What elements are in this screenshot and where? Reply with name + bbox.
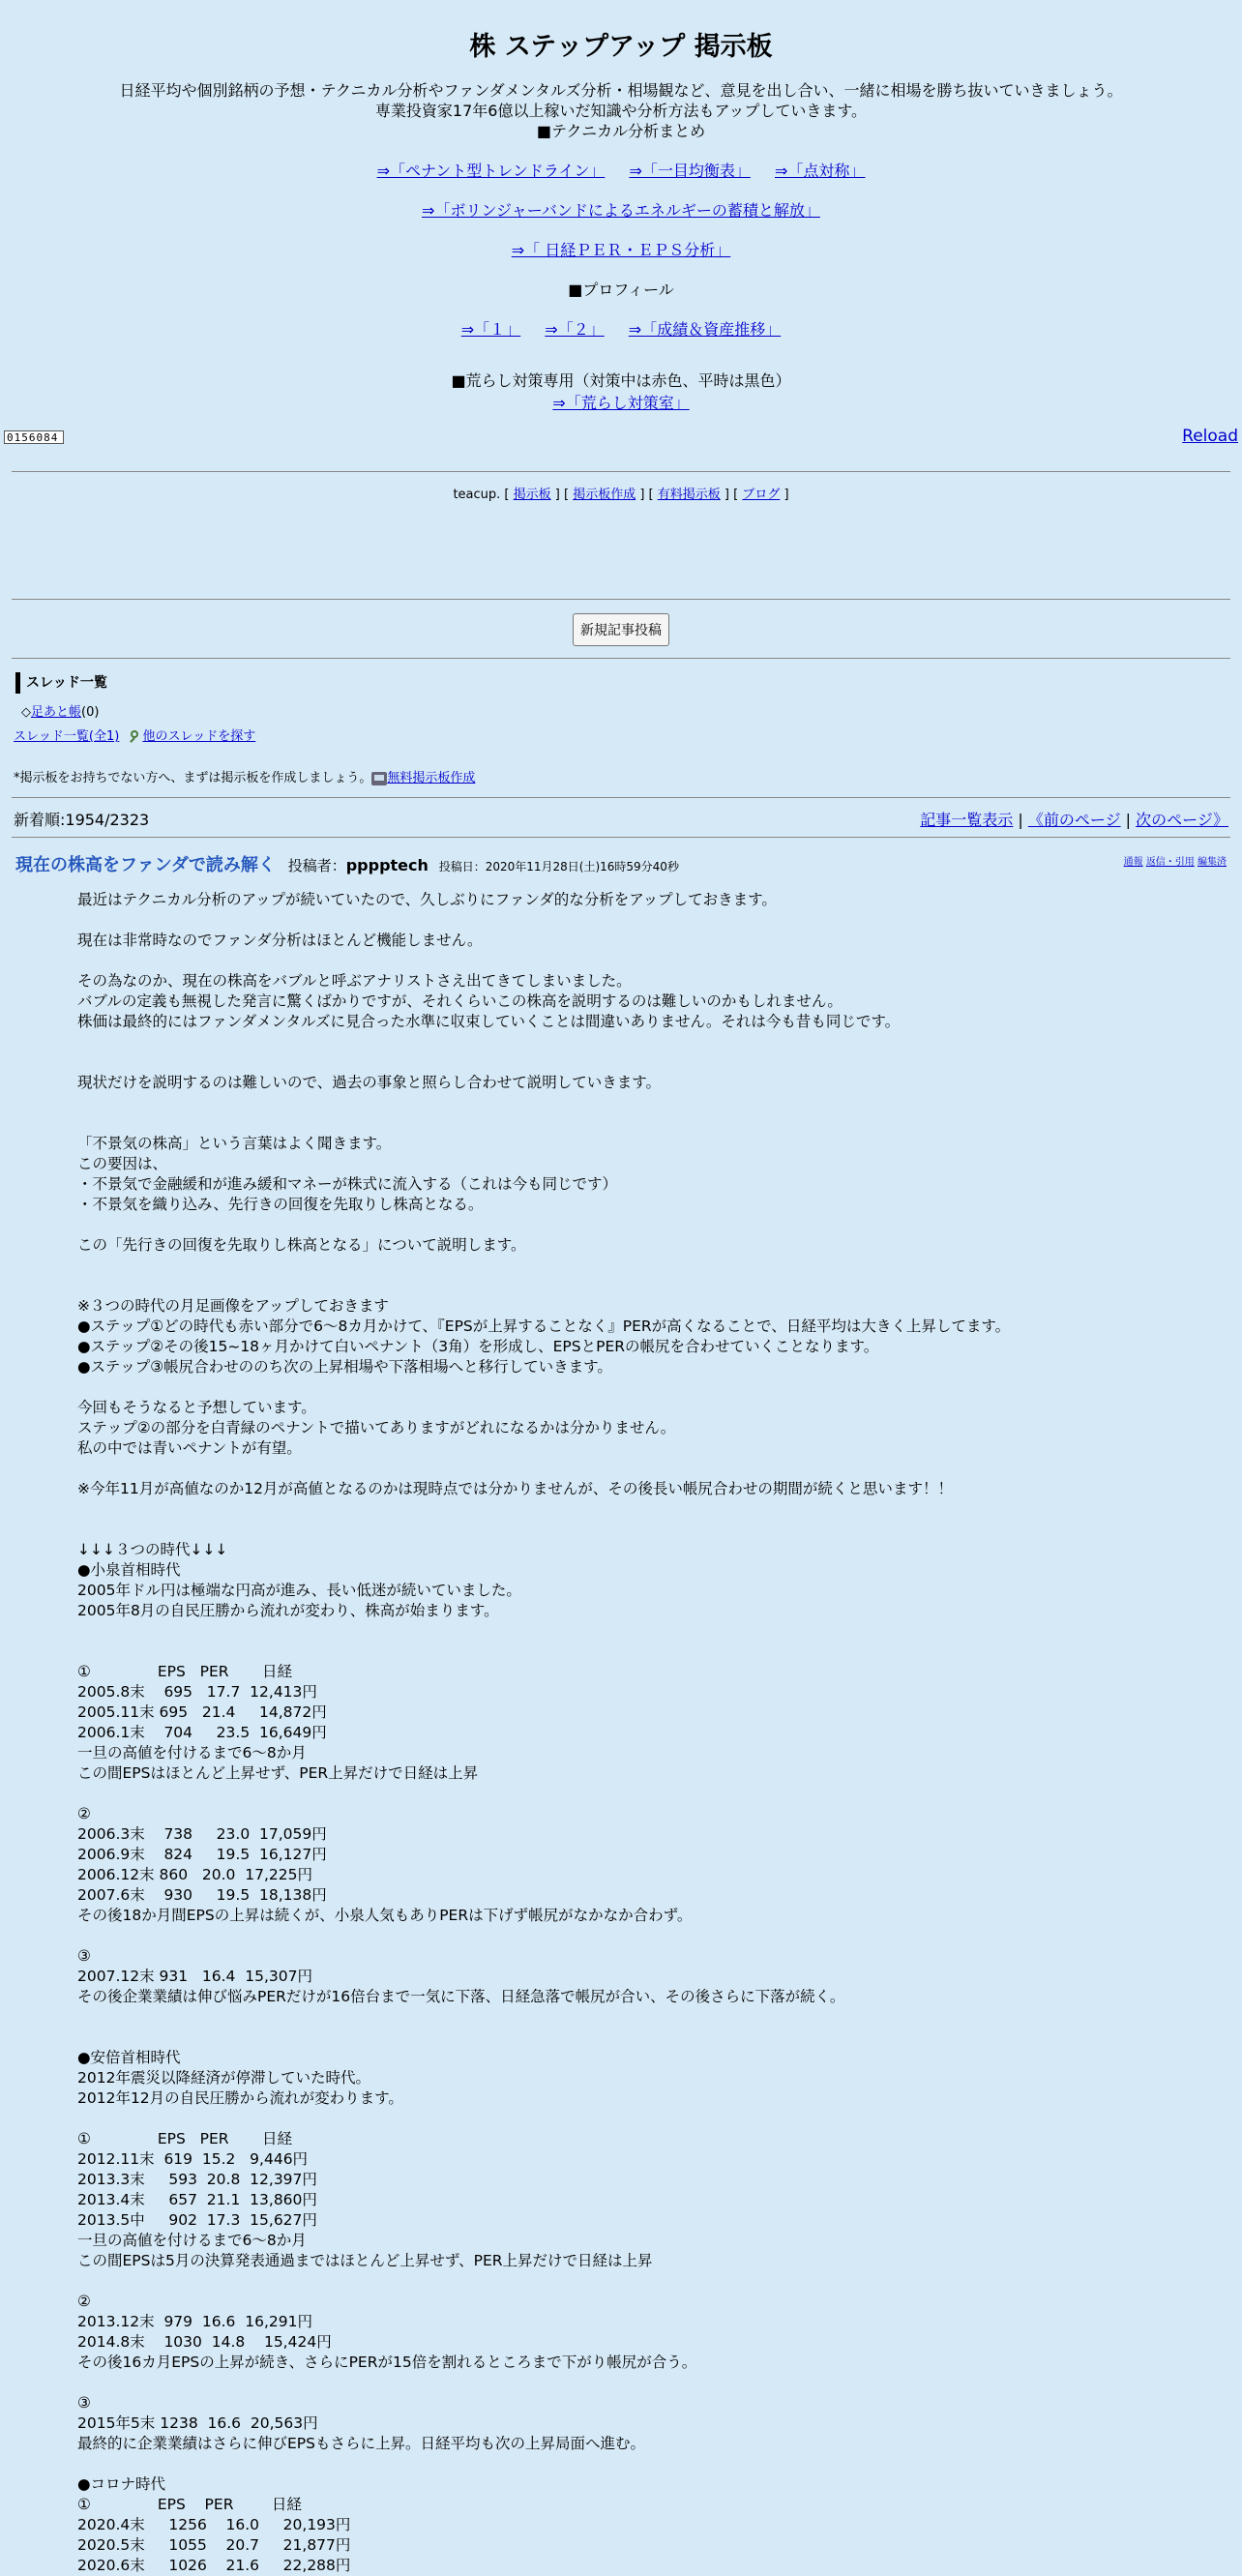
create-board-note	[14, 767, 1228, 785]
post-tools	[1124, 853, 1227, 868]
teacup-board-link[interactable]: 掲示板	[513, 488, 551, 502]
edited-link[interactable]: 編集済	[1198, 857, 1227, 868]
page-header	[0, 25, 1242, 413]
thread-count: (0)	[81, 705, 100, 720]
ad-space	[0, 502, 1242, 599]
teacup-paid-link[interactable]: 有料掲示板	[657, 488, 721, 502]
thread-item	[21, 701, 1228, 720]
divider	[12, 471, 1230, 472]
reply-quote-link[interactable]: 返信・引用	[1145, 857, 1195, 868]
separator: |	[1125, 811, 1132, 829]
post-body: 最近はテクニカル分析のアップが続いていたので、久しぶりにファンダ的な分析をアップしておきます。 現在は非常時なのでファンダ分析はほとんど機能しません。 その為なのか、現在の株高をバブルと呼ぶアナリストさえ出てきてしまいました。 バブルの定義も無視した発言に驚くばかりですが、それくらいこの株高を説明するのは難しいのかもしれません。 株価は最終的にはファンダメンタルズに見合った水準に収束していくことは間違いありません。それは今も昔も同じです。 現状だけを説明するのは難しいので、過去の事象と照らし合わせて説明していきます。 「不景気の株高」という言葉はよく聞きます。 この要因は、 ・不景気で金融緩和が進み緩和マネーが株式に流入する（これは今も同じです） ・不景気を織り込み、先行きの回復を先取りし株高となる。 この「先行きの回復を先取りし株高となる」について説明します。 ※３つの時代の月足画像をアップしておきます ●ステップ①どの時代も赤い部分で6～8カ月かけて、『EPSが上昇することなく』PERが高くなることで、日経平均は大きく上昇してます。 ●ステップ②その後15~18ヶ月かけて白いペナント（3角）を形成し、EPSとPERの帳尻を合わせていくことなります。 ●ステップ③帳尻合わせののち次の上昇相場や下落相場へと移行していきます。 今回もそうなると予想しています。 ステップ②の部分を白青緑のペナントで描いてありますがどれになるかは分かりません。 私の中では青いペナントが有望。 ※今年11月が高値なのか12月が高値となるのかは現時点では分かりませんが、その後長い帳尻合わせの期間が続くと思います！！ ↓↓↓３つの時代↓↓↓ ●小泉首相時代 2005年ドル円は極端な円高が進み、長い低迷が続いていました。 2005年8月の自民圧勝から流れが変わり、株高が始まります。 ① EPS PER 日経 2005.8末 695 17.7 12,413円 2005.11末 695 21.4 14,872円 2006.1末 704 23.5 16,649円 一旦の高値を付けるまで6～8か月 この間EPSはほとんど上昇せず、PER上昇だけで日経は上昇 ② 2006.3末 738 23.0 17,059円 2006.9末 824 19.5 16,127円 2006.12末 860 20.0 17,225円 2007.6末 930 19.5 18,138円 その後18か月間EPSの上昇は続くが、小泉人気もありPERは下げず帳尻がなかなか合わず。 ③ 2007.12末 931 16.4 15,307円 その後企業業績は伸び悩みPERだけが16倍台まで一気に下落、日経急落で帳尻が合い、その後さらに下落が続く。 ●安倍首相時代 2012年震災以降経済が停滞していた時代。 2012年12月の自民圧勝から流れが変わります。 ① EPS PER 日経 2012.11末 619 15.2 9,446円 2013.3末 593 20.8 12,397円 2013.4末 657 21.1 13,860円 2013.5中 902 17.3 15,627円 一旦の高値を付けるまで6～8か月 この間EPSは5月の決算発表通過まではほとんど上昇せず、PER上昇だけで日経は上昇 ② 2013.12末 979 16.6 16,291円 2014.8末 1030 14.8 15,424円 その後16カ月EPSの上昇が続き、さらにPERが15倍を割れるところまで下がり帳尻が合う。 ③ 2015年5末 1238 16.6 20,563円 最終的に企業業績はさらに伸びEPSもさらに上昇。日経平均も次の上昇局面へ進む。 ●コロナ時代 ① EPS PER 日経 2020.4末 1256 16.0 20,193円 2020.5末 1055 20.7 21,877円 2020.6末 1026 21.6 22,288円	[77, 891, 1011, 2574]
intro-line: 日経平均や個別銘柄の予想・テクニカル分析やファンダメンタルズ分析・相場観など、意見を出し合い、一緒に相場を勝ち抜いていきましょう。	[119, 81, 1123, 100]
author-label: 投稿者：	[287, 857, 346, 874]
counter-row	[0, 425, 1242, 452]
divider	[12, 658, 1230, 659]
reload-link[interactable]: Reload	[1182, 427, 1238, 446]
pagination-row	[14, 798, 1228, 827]
pennant-trendline-link[interactable]: ⇒「ペナント型トレンドライン」	[376, 162, 606, 180]
post-list-link[interactable]: 記事一覧表示	[920, 811, 1014, 829]
report-link[interactable]: 通報	[1123, 857, 1143, 868]
profile-links	[0, 317, 1242, 340]
troll-heading: ■荒らし対策専用（対策中は赤色、平時は黒色）	[451, 371, 791, 390]
search-icon	[129, 730, 142, 744]
teacup-brand: teacup.	[453, 488, 501, 502]
create-note-text: *掲示板をお持ちでない方へ、まずは掲示板を作成しましょう。	[14, 771, 372, 785]
teacup-blog-link[interactable]: ブログ	[742, 488, 781, 502]
nikkei-per-eps-link[interactable]: ⇒「 日経ＰＥＲ・ＥＰＳ分析」	[511, 241, 731, 259]
post-order-info: 新着順:1954/2323	[14, 811, 150, 829]
board-intro	[0, 80, 1242, 141]
technical-links	[0, 159, 1242, 181]
bollinger-row	[0, 198, 1242, 221]
thread-list	[14, 672, 1228, 785]
thread-link[interactable]: 足あと帳	[31, 705, 82, 720]
nikkei-row	[0, 238, 1242, 260]
teacup-create-link[interactable]: 掲示板作成	[573, 488, 636, 502]
profile-heading: ■プロフィール	[568, 281, 674, 299]
point-symmetry-link[interactable]: ⇒「点対称」	[774, 162, 866, 180]
next-page-link[interactable]: 次のページ》	[1136, 811, 1228, 829]
intro-line: 専業投資家17年6億以上稼いだ知識や分析方法もアップしていきます。	[374, 102, 868, 120]
troll-row	[0, 391, 1242, 413]
separator: |	[1018, 811, 1023, 829]
board-title: 株 ステップアップ 掲示板	[469, 32, 773, 62]
performance-link[interactable]: ⇒「成績＆資産推移」	[628, 320, 782, 339]
profile-link-1[interactable]: ⇒「１」	[460, 320, 521, 339]
find-other-threads-link[interactable]: 他のスレッドを探す	[142, 729, 256, 744]
technical-heading: ■テクニカル分析まとめ	[536, 122, 706, 140]
new-post-button[interactable]: 新規記事投稿	[573, 613, 669, 646]
thread-list-all-link[interactable]: スレッド一覧(全1)	[14, 729, 120, 744]
prev-page-link[interactable]: 《前のページ	[1027, 811, 1121, 829]
bollinger-link[interactable]: ⇒「ボリンジャーバンドによるエネルギーの蓄積と解放」	[422, 201, 820, 220]
thread-bullet: ◇	[21, 705, 31, 720]
board-icon	[371, 772, 387, 785]
thread-actions	[14, 725, 1228, 744]
post-date: 投稿日：2020年11月28日(土)16時59分40秒	[438, 860, 679, 873]
new-post-row	[0, 600, 1242, 658]
post-header	[15, 851, 1227, 876]
post-author: pppptech	[345, 856, 429, 874]
teacup-bar: teacup. [ 掲示板 ] [ 掲示板作成 ] [ 有料掲示板 ] [ ブログ ]	[453, 488, 789, 502]
pagination-links	[920, 808, 1228, 830]
troll-room-link[interactable]: ⇒「荒らし対策室」	[552, 394, 690, 412]
divider	[12, 837, 1230, 838]
free-board-create-link[interactable]: 無料掲示板作成	[387, 771, 476, 785]
ichimoku-link[interactable]: ⇒「一目均衡表」	[629, 162, 751, 180]
post-title: 現在の株高をファンダで読み解く	[15, 855, 276, 875]
thread-list-title: スレッド一覧	[15, 672, 1228, 694]
profile-link-2[interactable]: ⇒「２」	[545, 320, 605, 339]
access-counter: 0156084	[4, 430, 64, 444]
